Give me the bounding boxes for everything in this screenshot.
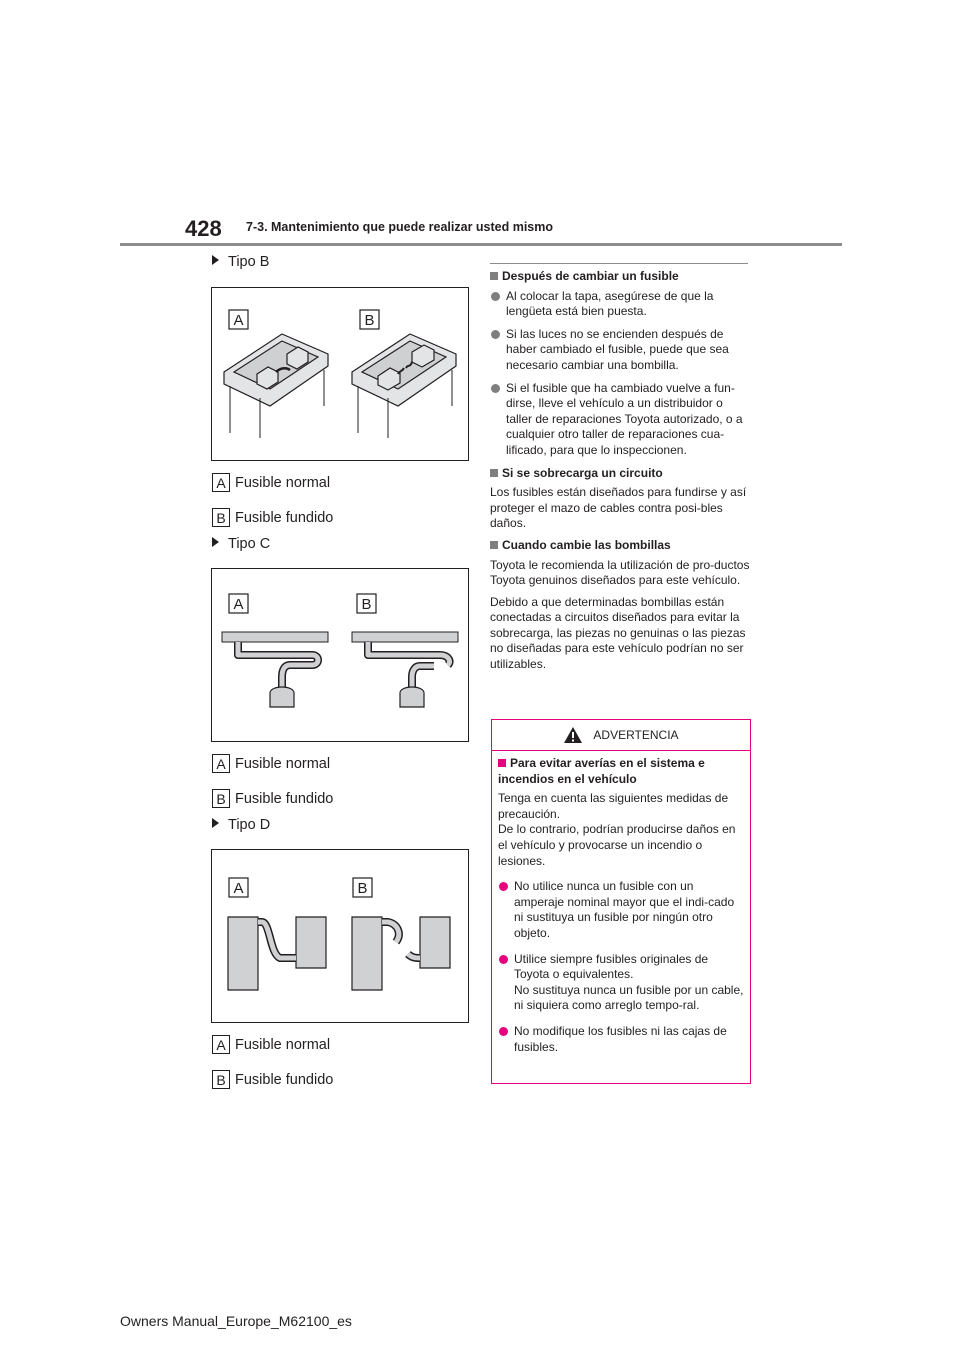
badge-a: A	[212, 1035, 230, 1054]
fig-label-b: B	[357, 880, 368, 897]
type-b-figure	[211, 287, 469, 461]
warning-title: ADVERTENCIA	[593, 728, 679, 742]
overload-text: Los fusibles están diseñados para fundirse y así proteger el mazo de cables contra posi-bles daños.	[490, 485, 747, 531]
fig-label-b: B	[364, 312, 375, 329]
badge-b: B	[212, 789, 230, 808]
caption-b: B Fusible fundido	[212, 508, 333, 527]
page-number: 428	[185, 216, 222, 241]
bullet-icon	[499, 955, 508, 964]
list-item: No utilice nunca un fusible con un amperaje nominal mayor que el indi-cado ni sustituya un fusible por ningún otro objeto.	[498, 879, 744, 941]
list-item: Si las luces no se encienden después de haber cambiado el fusible, puede que sea necesario cambiar una bombilla.	[490, 327, 752, 374]
caption-a: A Fusible normal	[212, 1035, 330, 1054]
column-top-rule	[490, 263, 748, 264]
bulbs-paragraph: Toyota le recomienda la utilización de pro-ductos Toyota genuinos diseñados para este vehículo.	[490, 557, 750, 588]
bulbs-paragraph: Debido a que determinadas bombillas están conectadas a circuitos diseñados para evitar la sobrecarga, las piezas no genuinas o las piezas no diseñadas para este vehículo podrían no ser utilizables.	[490, 594, 746, 672]
arrow-icon	[212, 537, 219, 547]
warning-heading: Para evitar averías en el sistema e incendios en el vehículo	[498, 756, 705, 786]
square-bullet-icon	[498, 759, 506, 767]
badge-a: A	[212, 754, 230, 773]
bullet-icon	[491, 330, 500, 339]
header-rule	[120, 243, 842, 246]
type-d-figure	[211, 849, 469, 1023]
badge-b: B	[212, 1070, 230, 1089]
badge-a: A	[212, 473, 230, 492]
warning-intro: Tenga en cuenta las siguientes medidas de precaución. De lo contrario, podrían producirse daños en el vehículo y provocarse un incendio o lesiones.	[498, 791, 736, 868]
warning-box	[491, 719, 751, 1084]
arrow-icon	[212, 255, 219, 265]
warning-icon	[563, 726, 583, 744]
bulbs-heading: Cuando cambie las bombillas	[490, 538, 752, 554]
bullet-icon	[491, 292, 500, 301]
bullet-icon	[491, 384, 500, 393]
type-c-figure	[211, 568, 469, 742]
list-item: Al colocar la tapa, asegúrese de que la lengüeta está bien puesta.	[490, 289, 752, 320]
caption-a: A Fusible normal	[212, 473, 330, 492]
square-bullet-icon	[490, 272, 498, 280]
arrow-icon	[212, 818, 219, 828]
bullet-icon	[499, 882, 508, 891]
type-c-label: Tipo C	[212, 536, 270, 552]
list-item: Si el fusible que ha cambiado vuelve a fun-dirse, lleve el vehículo a un distribuidor o taller de reparaciones Toyota autorizado, o a cualquier otro taller de reparaciones cua-lificado, para que lo inspeccionen.	[490, 381, 752, 459]
right-column	[490, 269, 752, 679]
caption-b: B Fusible fundido	[212, 1070, 333, 1089]
fig-label-a: A	[233, 880, 244, 897]
square-bullet-icon	[490, 541, 498, 549]
caption-b: B Fusible fundido	[212, 789, 333, 808]
badge-b: B	[212, 508, 230, 527]
section-title: 7-3. Mantenimiento que puede realizar usted mismo	[246, 220, 554, 234]
list-item: Utilice siempre fusibles originales de Toyota o equivalentes. No sustituya nunca un fusible por un cable, ni siquiera como arreglo tempo-ral.	[498, 952, 744, 1014]
bullet-icon	[499, 1027, 508, 1036]
list-item: No modifique los fusibles ni las cajas de fusibles.	[498, 1024, 744, 1055]
fig-label-b: B	[361, 596, 372, 613]
after-change-heading: Después de cambiar un fusible	[490, 269, 752, 285]
warning-header	[492, 720, 750, 751]
type-d-label: Tipo D	[212, 817, 270, 833]
overload-heading: Si se sobrecarga un circuito	[490, 466, 752, 482]
fig-label-a: A	[233, 596, 244, 613]
footer-text: Owners Manual_Europe_M62100_es	[120, 1313, 352, 1329]
fig-label-a: A	[233, 312, 244, 329]
type-b-label: Tipo B	[212, 254, 269, 270]
square-bullet-icon	[490, 469, 498, 477]
caption-a: A Fusible normal	[212, 754, 330, 773]
